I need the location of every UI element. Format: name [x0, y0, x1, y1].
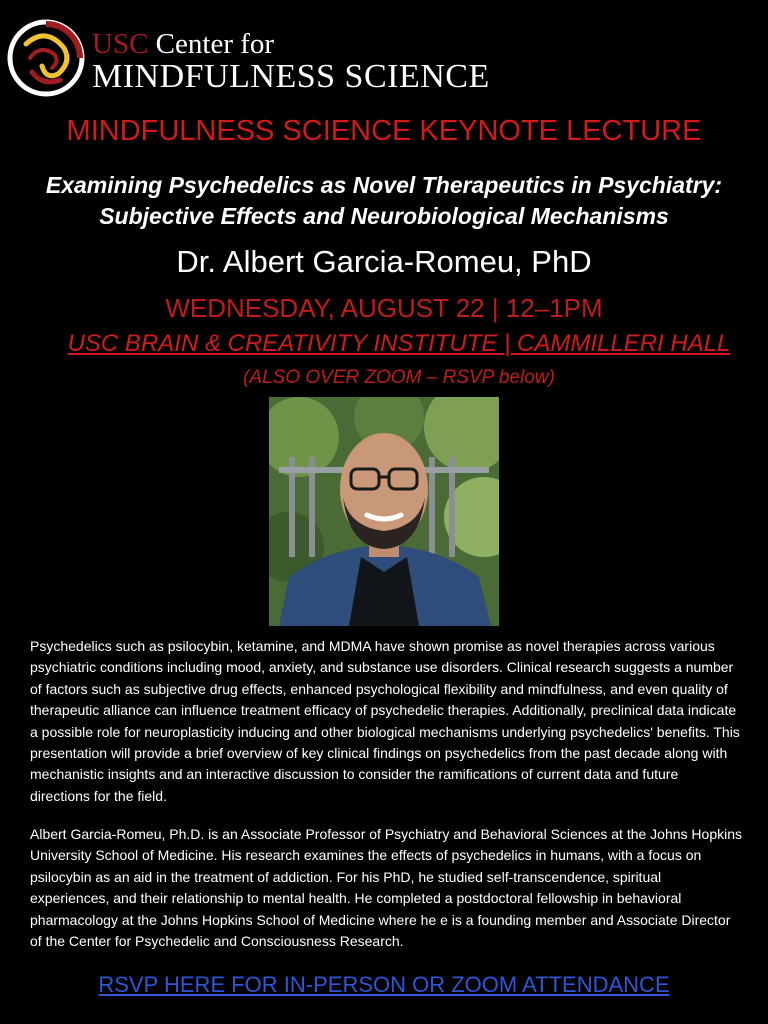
- event-location-link[interactable]: USC BRAIN & CREATIVITY INSTITUTE | CAMMILLERI HALL: [67, 330, 731, 357]
- logo-title-line2: MINDFULNESS SCIENCE: [92, 58, 490, 95]
- event-kicker: MINDFULNESS SCIENCE KEYNOTE LECTURE: [66, 115, 702, 147]
- center-logo: [6, 14, 526, 106]
- mindfulness-swirl-icon: [6, 14, 90, 102]
- logo-center-for-text: Center for: [148, 28, 275, 60]
- logo-title-line1: [92, 30, 274, 59]
- event-datetime: WEDNESDAY, AUGUST 22 | 12–1PM: [165, 293, 603, 323]
- lecture-abstract: Psychedelics such as psilocybin, ketamine, and MDMA have shown promise as novel therapies across various psychiatric conditions including mood, anxiety, and substance use disorders. Clinical research suggests a number of factors such as subjective drug effects, enhanced psychological flexibility and mindfulness, and even quality of therapeutic alliance can influence treatment efficacy of psychedelic therapies. Additionally, preclinical data indicate a possible role for neuroplasticity inducing and other biological mechanisms underlying psychedelics' benefits. This presentation will provide a brief overview of key clinical findings on psychedelics from the past decade along with mechanistic insights and an interactive discussion to consider the ramifications of current data and future directions for the field.: [30, 638, 740, 804]
- rsvp-link[interactable]: RSVP HERE FOR IN-PERSON OR ZOOM ATTENDANCE: [98, 972, 670, 997]
- zoom-note: (ALSO OVER ZOOM – RSVP below): [243, 367, 555, 388]
- logo-usc-text: USC: [92, 28, 149, 60]
- lecture-title-line1: Examining Psychedelics as Novel Therapeutics in Psychiatry:: [45, 172, 723, 198]
- speaker-bio: Albert Garcia-Romeu, Ph.D. is an Associate Professor of Psychiatry and Behavioral Sciences at the Johns Hopkins University School of Medicine. His research examines the effects of psychedelics in humans, with a focus on psilocybin as an aid in the treatment of addiction. For his PhD, he studied self-transcendence, spiritual experiences, and their relationship to mental health. He completed a postdoctoral fellowship in behavioral pharmacology at the Johns Hopkins School of Medicine where he e is a founding member and Associate Director of the Center for Psychedelic and Consciousness Research.: [30, 826, 743, 950]
- speaker-photo: [269, 397, 499, 626]
- speaker-name: Dr. Albert Garcia-Romeu, PhD: [176, 244, 592, 279]
- lecture-title-line2: Subjective Effects and Neurobiological Mechanisms: [99, 203, 669, 229]
- lecture-title: [20, 170, 748, 232]
